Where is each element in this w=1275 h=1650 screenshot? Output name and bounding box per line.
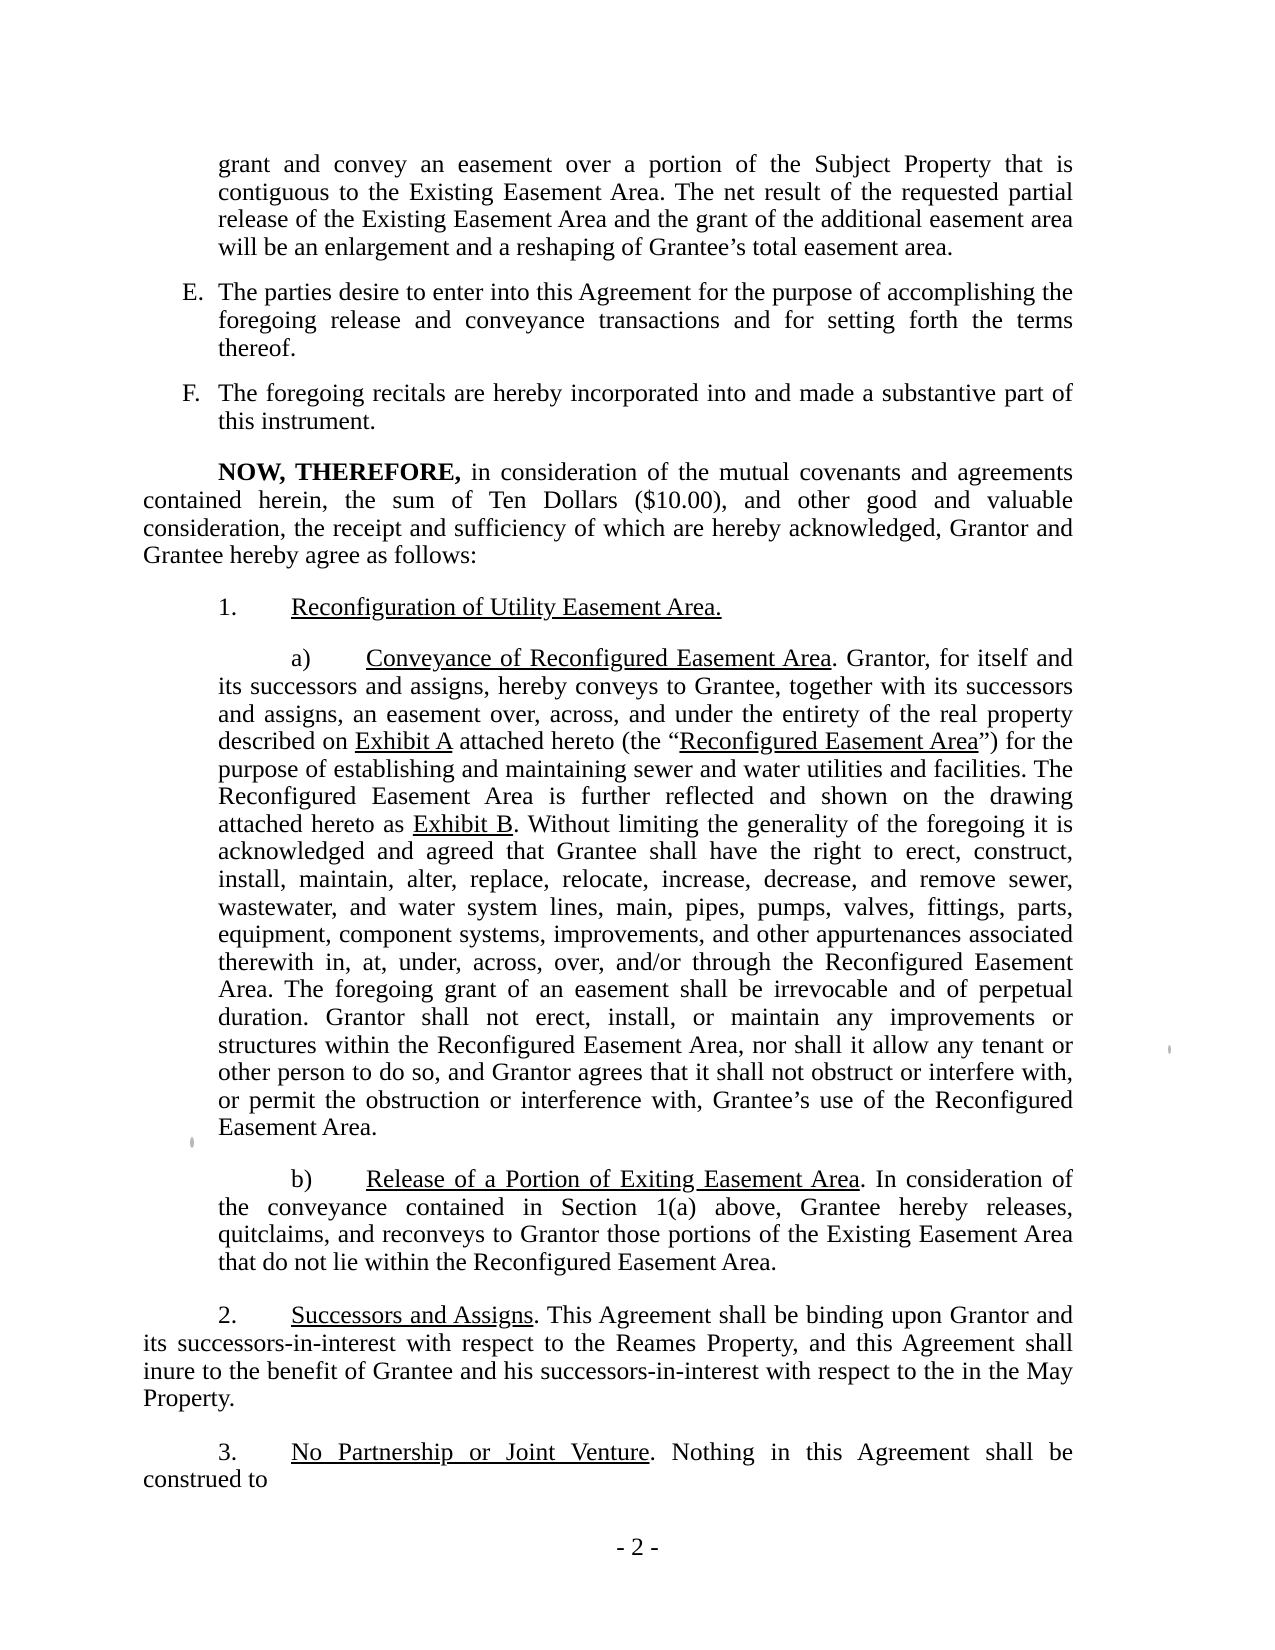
recital-letter-f: F.	[182, 378, 201, 408]
scan-artifact-speck	[1168, 1045, 1171, 1054]
now-therefore-lead: NOW, THEREFORE,	[218, 457, 461, 487]
now-therefore-text: in consideration of the mutual covenants and agreements contained herein, the sum of Ten Dollars ($10.00), and other good and valuable consideration, the receipt and sufficiency of which are hereby acknowledged, Grantor and Grantee hereby agree as follows:	[143, 457, 1073, 570]
recital-continuation	[218, 150, 1073, 260]
page-footer	[0, 1533, 1275, 1561]
now-therefore-block	[143, 458, 1073, 568]
section-1-body	[291, 593, 1073, 621]
section-1-heading: Reconfiguration of Utility Easement Area.	[291, 591, 722, 621]
section-2-paragraph	[143, 1301, 1073, 1411]
section-1-number: 1.	[218, 591, 238, 621]
section-3-body: . Nothing in this Agreement shall be construed to	[143, 1436, 1073, 1494]
section-3-paragraph	[143, 1438, 1073, 1493]
section-2-heading: Successors and Assigns	[291, 1300, 534, 1330]
subsection-a-paragraph	[218, 644, 1073, 1141]
recital-body-f	[218, 379, 1073, 434]
subsection-a-heading: Conveyance of Reconfigured Easement Area	[366, 643, 832, 673]
section-2-body: . This Agreement shall be binding upon Grantor and its successors-in-interest with respect to the Reames Property, and this Agreement shall inure to the benefit of Grantee and his successors-in-interest with respect to the in the May Property.	[143, 1300, 1073, 1413]
section-3-heading: No Partnership or Joint Venture	[291, 1436, 650, 1466]
subsection-b-heading: Release of a Portion of Exiting Easement Area	[366, 1164, 860, 1193]
defined-term-reconfigured-easement-area: Reconfigured Easement Area	[679, 726, 979, 756]
section-2-number: 2.	[218, 1300, 238, 1330]
subsection-a-part3: ”) for the purpose of establishing and maintaining sewer and water utilities and facilities. The Reconfigured Easement Area is further reflected and shown on the drawing attached hereto as	[218, 726, 1074, 838]
subsection-a-part4: . Without limiting the generality of the foregoing it is acknowledged and agreed that Grantee shall have the right to erect, construct, install, maintain, alter, replace, relocate, increase, decrease, and remove sewer, wastewater, and water system lines, main, pipes, pumps, valves, fittings, parts, equipment, component systems, improvements, and other appurtenances associated therewith in, at, under, across, over, and/or through the Reconfigured Easement Area. The foregoing grant of an easement shall be irrevocable and of perpetual duration. Grantor shall not erect, install, or maintain any improvements or structures within the Reconfigured Easement Area, nor shall it allow any tenant or other person to do so, and Grantor agrees that it shall not obstruct or interfere with, or permit the obstruction or interference with, Grantee’s use of the Reconfigured Easement Area.	[218, 808, 1074, 1142]
page-content	[143, 150, 1073, 1493]
subsection-a-part2: attached hereto (the “	[452, 726, 680, 756]
subsection-b-paragraph	[218, 1165, 1073, 1275]
recital-text-f: The foregoing recitals are hereby incorporated into and made a substantive part of this instrument.	[218, 378, 1073, 435]
section-1-heading-line	[291, 593, 1073, 621]
subsection-a-marker: a)	[291, 643, 311, 673]
recital-body-e	[218, 278, 1073, 361]
section-3	[143, 1438, 1073, 1493]
page-number: - 2 -	[616, 1532, 659, 1561]
subsection-a-part1: . Grantor, for itself and its successors and assigns, hereby conveys to Grantee, together with its successors and assigns, an easement over, across, and under the entirety of the real property described on	[218, 643, 1073, 756]
recital-text-e: The parties desire to enter into this Agreement for the purpose of accomplishing the foregoing release and conveyance transactions and for setting forth the terms thereof.	[218, 277, 1073, 362]
subsection-b-part1: . In consideration of the conveyance contained in Section 1(a) above, Grantee hereby releases, quitclaims, and reconveys to Grantor those portions of the Existing Easement Area that do not lie within the Reconfigured Easement Area.	[218, 1164, 1073, 1276]
section-2	[143, 1301, 1073, 1411]
exhibit-a-reference: Exhibit A	[354, 726, 453, 756]
section-1	[143, 593, 1073, 621]
subsection-a	[218, 644, 1073, 1141]
recital-continuation-text: grant and convey an easement over a portion of the Subject Property that is contiguous to the Existing Easement Area. The net result of the requested partial release of the Existing Easement Area and the grant of the additional easement area will be an enlargement and a reshaping of Grantee’s total easement area.	[218, 149, 1073, 261]
recital-letter-e: E.	[182, 277, 204, 307]
recital-item-f	[143, 379, 1073, 434]
recital-item-e	[143, 278, 1073, 361]
exhibit-b-reference: Exhibit B	[412, 808, 514, 838]
now-therefore-paragraph	[143, 458, 1073, 568]
subsection-b-marker: b)	[291, 1164, 313, 1193]
section-3-number: 3.	[218, 1436, 238, 1466]
subsection-b	[218, 1165, 1073, 1275]
